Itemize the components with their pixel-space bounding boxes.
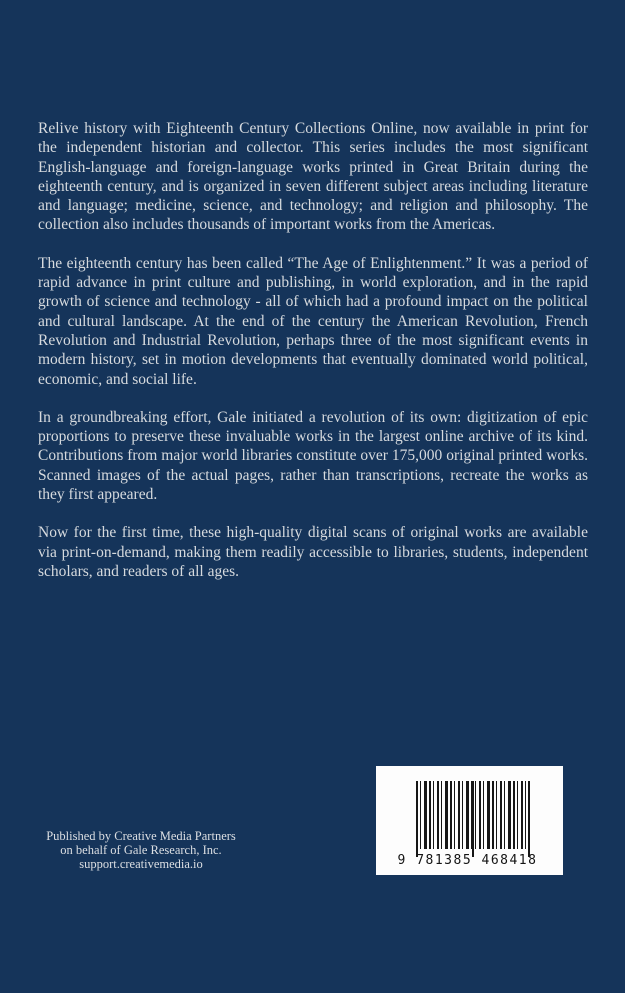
barcode-guard-left xyxy=(416,781,418,857)
paragraph-series-description: Relive history with Eighteenth Century Collections Online, now available in print for the independent historian and collector. This series includes the most significant English-language and foreign-language works printed in Great Britain during the eighteenth century, and is organized in seven different subject areas including literature and language; medicine, science, and technology; and religion and philosophy. The collection also includes thousands of important works from the Americas. xyxy=(38,120,588,234)
publisher-line-1: Published by Creative Media Partners xyxy=(46,829,236,843)
isbn-barcode xyxy=(376,766,563,875)
back-cover-text xyxy=(38,119,588,581)
barcode-guard-center xyxy=(472,781,474,857)
paragraph-enlightenment: The eighteenth century has been called “The Age of Enlightenment.” It was a period of rapid advance in print culture and publishing, in world exploration, and in the rapid growth of science and technology - all of which had a profound impact on the political and cultural landscape. At the end of the century the American Revolution, French Revolution and Industrial Revolution, perhaps three of the most significant events in modern history, set in motion developments that eventually dominated world political, economic, and social life. xyxy=(38,254,588,388)
publisher-line-2: on behalf of Gale Research, Inc. xyxy=(60,843,222,857)
publisher-info xyxy=(38,829,244,871)
barcode-guard-right xyxy=(528,781,530,857)
paragraph-gale-digitization: In a groundbreaking effort, Gale initiated a revolution of its own: digitization of epic proportions to preserve these invaluable works in the largest online archive of its kind. Contributions from major world libraries constitute over 175,000 original printed works. Scanned images of the actual pages, rather than transcriptions, recreate the works as they first appeared. xyxy=(38,408,588,504)
paragraph-print-on-demand: Now for the first time, these high-quality digital scans of original works are available via print-on-demand, making them readily accessible to libraries, students, independent scholars, and readers of all ages. xyxy=(38,524,588,580)
isbn-number: 9 781385 468418 xyxy=(397,853,538,868)
publisher-support-url: support.creativemedia.io xyxy=(79,857,203,871)
